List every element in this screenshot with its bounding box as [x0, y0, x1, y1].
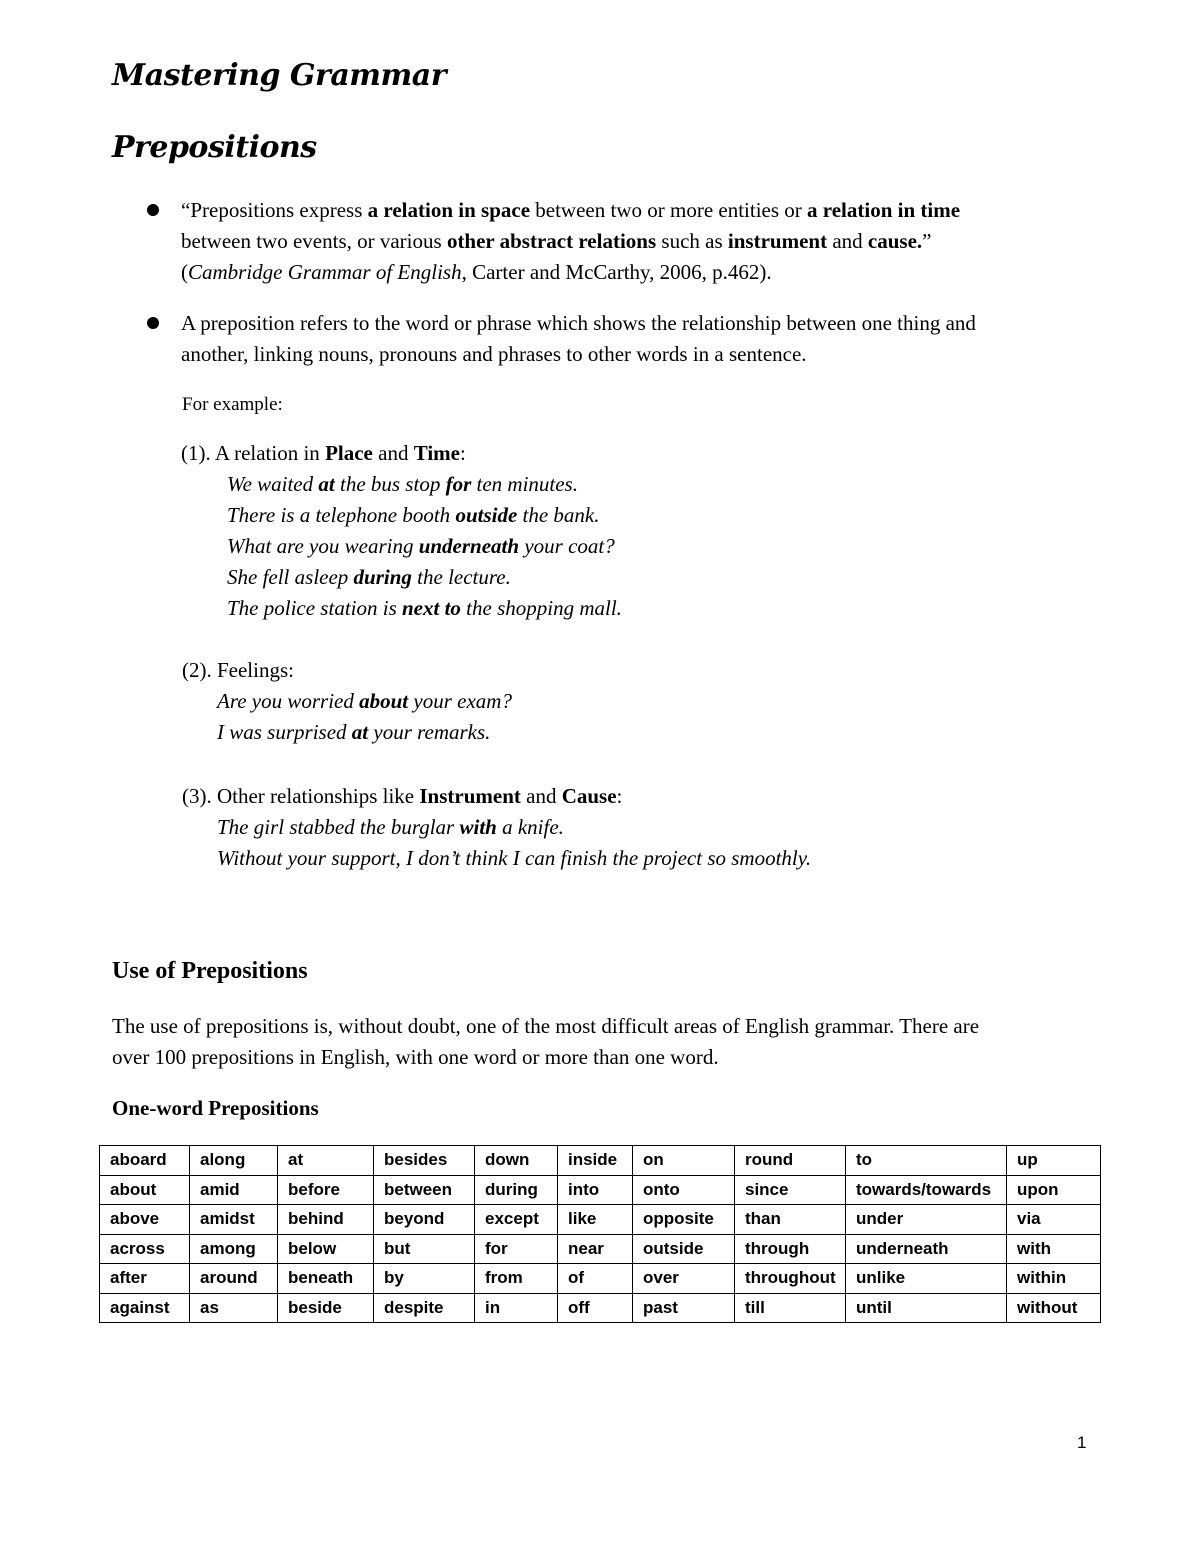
table-cell: during: [475, 1175, 558, 1205]
table-cell: up: [1007, 1146, 1101, 1176]
example-heading: [181, 438, 466, 469]
table-cell: above: [100, 1205, 190, 1235]
table-row: [100, 1146, 1101, 1176]
table-cell: throughout: [735, 1264, 846, 1294]
table-row: [100, 1205, 1101, 1235]
text-run: What are you wearing: [227, 534, 419, 558]
text-run: during: [353, 565, 412, 589]
text-run: underneath: [418, 534, 520, 558]
table-cell: to: [846, 1146, 1007, 1176]
text-run: instrument: [727, 229, 828, 253]
text-run: (: [181, 260, 188, 284]
text-run: your exam?: [408, 689, 512, 713]
text-run: at: [318, 472, 335, 496]
table-cell: between: [374, 1175, 475, 1205]
example-sentences: [217, 686, 512, 748]
table-cell: off: [558, 1293, 633, 1323]
table-cell: without: [1007, 1293, 1101, 1323]
text-run: Without your support, I don’t think I can finish the project so smoothly.: [217, 846, 812, 870]
table-cell: beneath: [278, 1264, 374, 1294]
text-run: the lecture.: [411, 565, 511, 589]
text-run: The girl stabbed the burglar: [217, 815, 460, 839]
text-run: between two or more entities or: [530, 198, 808, 222]
table-cell: along: [190, 1146, 278, 1176]
text-run: for: [445, 472, 472, 496]
table-cell: through: [735, 1234, 846, 1264]
table-cell: in: [475, 1293, 558, 1323]
text-run: outside: [455, 503, 518, 527]
document-title: Mastering Grammar: [112, 58, 447, 93]
text-run: at: [351, 720, 369, 744]
table-cell: from: [475, 1264, 558, 1294]
text-run: next to: [402, 596, 461, 620]
text-run: :: [459, 441, 466, 465]
text-run: a relation in space: [367, 198, 531, 222]
table-cell: under: [846, 1205, 1007, 1235]
example-sentence: [227, 500, 622, 531]
table-cell: inside: [558, 1146, 633, 1176]
table-cell: unlike: [846, 1264, 1007, 1294]
page-number: 1: [1077, 1433, 1087, 1452]
table-cell: beside: [278, 1293, 374, 1323]
text-run: and: [827, 229, 868, 253]
table-cell: behind: [278, 1205, 374, 1235]
table-cell: beyond: [374, 1205, 475, 1235]
text-run: (2). Feelings:: [182, 658, 294, 682]
for-example-label: For example:: [182, 394, 283, 415]
text-run: (3). Other relationships like: [182, 784, 420, 808]
paragraph-line: over 100 prepositions in English, with one word or more than one word.: [112, 1045, 719, 1069]
text-run: and: [372, 441, 414, 465]
text-run: “Prepositions express: [181, 198, 368, 222]
use-paragraph: [112, 1011, 979, 1073]
bullet-dot-icon: [147, 317, 159, 329]
paragraph-line: The use of prepositions is, without doubt, one of the most difficult areas of English grammar. There are: [112, 1014, 980, 1038]
text-line: [181, 308, 976, 339]
example-sentences: [227, 469, 622, 624]
prepositions-table: [99, 1145, 1101, 1323]
text-run: Time: [413, 441, 460, 465]
text-run: your coat?: [519, 534, 615, 558]
example-sentences: [217, 812, 811, 874]
table-cell: amidst: [190, 1205, 278, 1235]
text-run: Cambridge Grammar of English: [188, 260, 462, 284]
table-cell: after: [100, 1264, 190, 1294]
use-of-prepositions-heading: Use of Prepositions: [112, 958, 308, 984]
example-sentence: [217, 686, 512, 717]
example-sentence: [217, 843, 811, 874]
table-cell: about: [100, 1175, 190, 1205]
table-cell: aboard: [100, 1146, 190, 1176]
text-run: We waited: [227, 472, 319, 496]
table-cell: on: [633, 1146, 735, 1176]
bullet-dot-icon: [147, 204, 159, 216]
table-cell: into: [558, 1175, 633, 1205]
text-run: another, linking nouns, pronouns and phrases to other words in a sentence.: [181, 342, 807, 366]
text-run: Instrument: [419, 784, 521, 808]
text-run: Place: [325, 441, 373, 465]
table-cell: across: [100, 1234, 190, 1264]
table-cell: by: [374, 1264, 475, 1294]
table-cell: amid: [190, 1175, 278, 1205]
table-cell: below: [278, 1234, 374, 1264]
table-cell: opposite: [633, 1205, 735, 1235]
example-heading: [182, 655, 294, 686]
table-cell: round: [735, 1146, 846, 1176]
table-cell: within: [1007, 1264, 1101, 1294]
table-cell: over: [633, 1264, 735, 1294]
text-run: ”: [922, 229, 932, 253]
table-cell: onto: [633, 1175, 735, 1205]
example-heading: [182, 781, 622, 812]
table-cell: since: [735, 1175, 846, 1205]
example-sentence: [217, 812, 811, 843]
table-cell: around: [190, 1264, 278, 1294]
section-title: Prepositions: [112, 130, 317, 165]
text-run: other abstract relations: [446, 229, 657, 253]
text-run: a knife.: [496, 815, 564, 839]
table-cell: past: [633, 1293, 735, 1323]
text-run: Are you worried: [217, 689, 360, 713]
text-run: the bank.: [517, 503, 600, 527]
text-run: cause.: [867, 229, 923, 253]
example-sentence: [227, 469, 622, 500]
text-run: She fell asleep: [227, 565, 354, 589]
text-run: between two events, or various: [181, 229, 447, 253]
text-run: There is a telephone booth: [227, 503, 456, 527]
text-run: the shopping mall.: [460, 596, 622, 620]
bullet-1-text: [181, 195, 960, 288]
example-sentence: [227, 562, 622, 593]
text-run: such as: [656, 229, 728, 253]
table-cell: despite: [374, 1293, 475, 1323]
table-cell: down: [475, 1146, 558, 1176]
table-cell: besides: [374, 1146, 475, 1176]
text-line: [181, 195, 960, 226]
table-cell: before: [278, 1175, 374, 1205]
table-cell: at: [278, 1146, 374, 1176]
table-cell: near: [558, 1234, 633, 1264]
example-sentence: [227, 531, 622, 562]
table-cell: except: [475, 1205, 558, 1235]
example-sentence: [217, 717, 512, 748]
table-cell: among: [190, 1234, 278, 1264]
table-cell: for: [475, 1234, 558, 1264]
text-line: [181, 339, 976, 370]
table-cell: than: [735, 1205, 846, 1235]
text-run: your remarks.: [368, 720, 491, 744]
text-run: Cause: [561, 784, 617, 808]
table-cell: with: [1007, 1234, 1101, 1264]
table-row: [100, 1264, 1101, 1294]
text-run: ten minutes.: [471, 472, 578, 496]
table-cell: until: [846, 1293, 1007, 1323]
text-run: , Carter and McCarthy, 2006, p.462).: [461, 260, 772, 284]
text-run: with: [459, 815, 497, 839]
text-run: I was surprised: [217, 720, 352, 744]
text-line: [181, 257, 960, 288]
table-cell: via: [1007, 1205, 1101, 1235]
text-run: a relation in time: [807, 198, 961, 222]
table-cell: towards/towards: [846, 1175, 1007, 1205]
text-run: the bus stop: [334, 472, 446, 496]
one-word-prepositions-heading: One-word Prepositions: [112, 1096, 319, 1120]
table-row: [100, 1175, 1101, 1205]
table-cell: but: [374, 1234, 475, 1264]
table-cell: till: [735, 1293, 846, 1323]
table-row: [100, 1293, 1101, 1323]
text-run: A preposition refers to the word or phrase which shows the relationship between one thing and: [181, 311, 976, 335]
text-run: (1). A relation in: [181, 441, 326, 465]
table-cell: outside: [633, 1234, 735, 1264]
bullet-2-text: [181, 308, 976, 370]
text-run: and: [520, 784, 562, 808]
table-cell: like: [558, 1205, 633, 1235]
example-sentence: [227, 593, 622, 624]
text-run: about: [359, 689, 409, 713]
table-cell: of: [558, 1264, 633, 1294]
text-run: :: [616, 784, 623, 808]
table-cell: upon: [1007, 1175, 1101, 1205]
text-line: [181, 226, 960, 257]
table-row: [100, 1234, 1101, 1264]
text-run: The police station is: [227, 596, 402, 620]
table-cell: against: [100, 1293, 190, 1323]
table-cell: as: [190, 1293, 278, 1323]
table-cell: underneath: [846, 1234, 1007, 1264]
